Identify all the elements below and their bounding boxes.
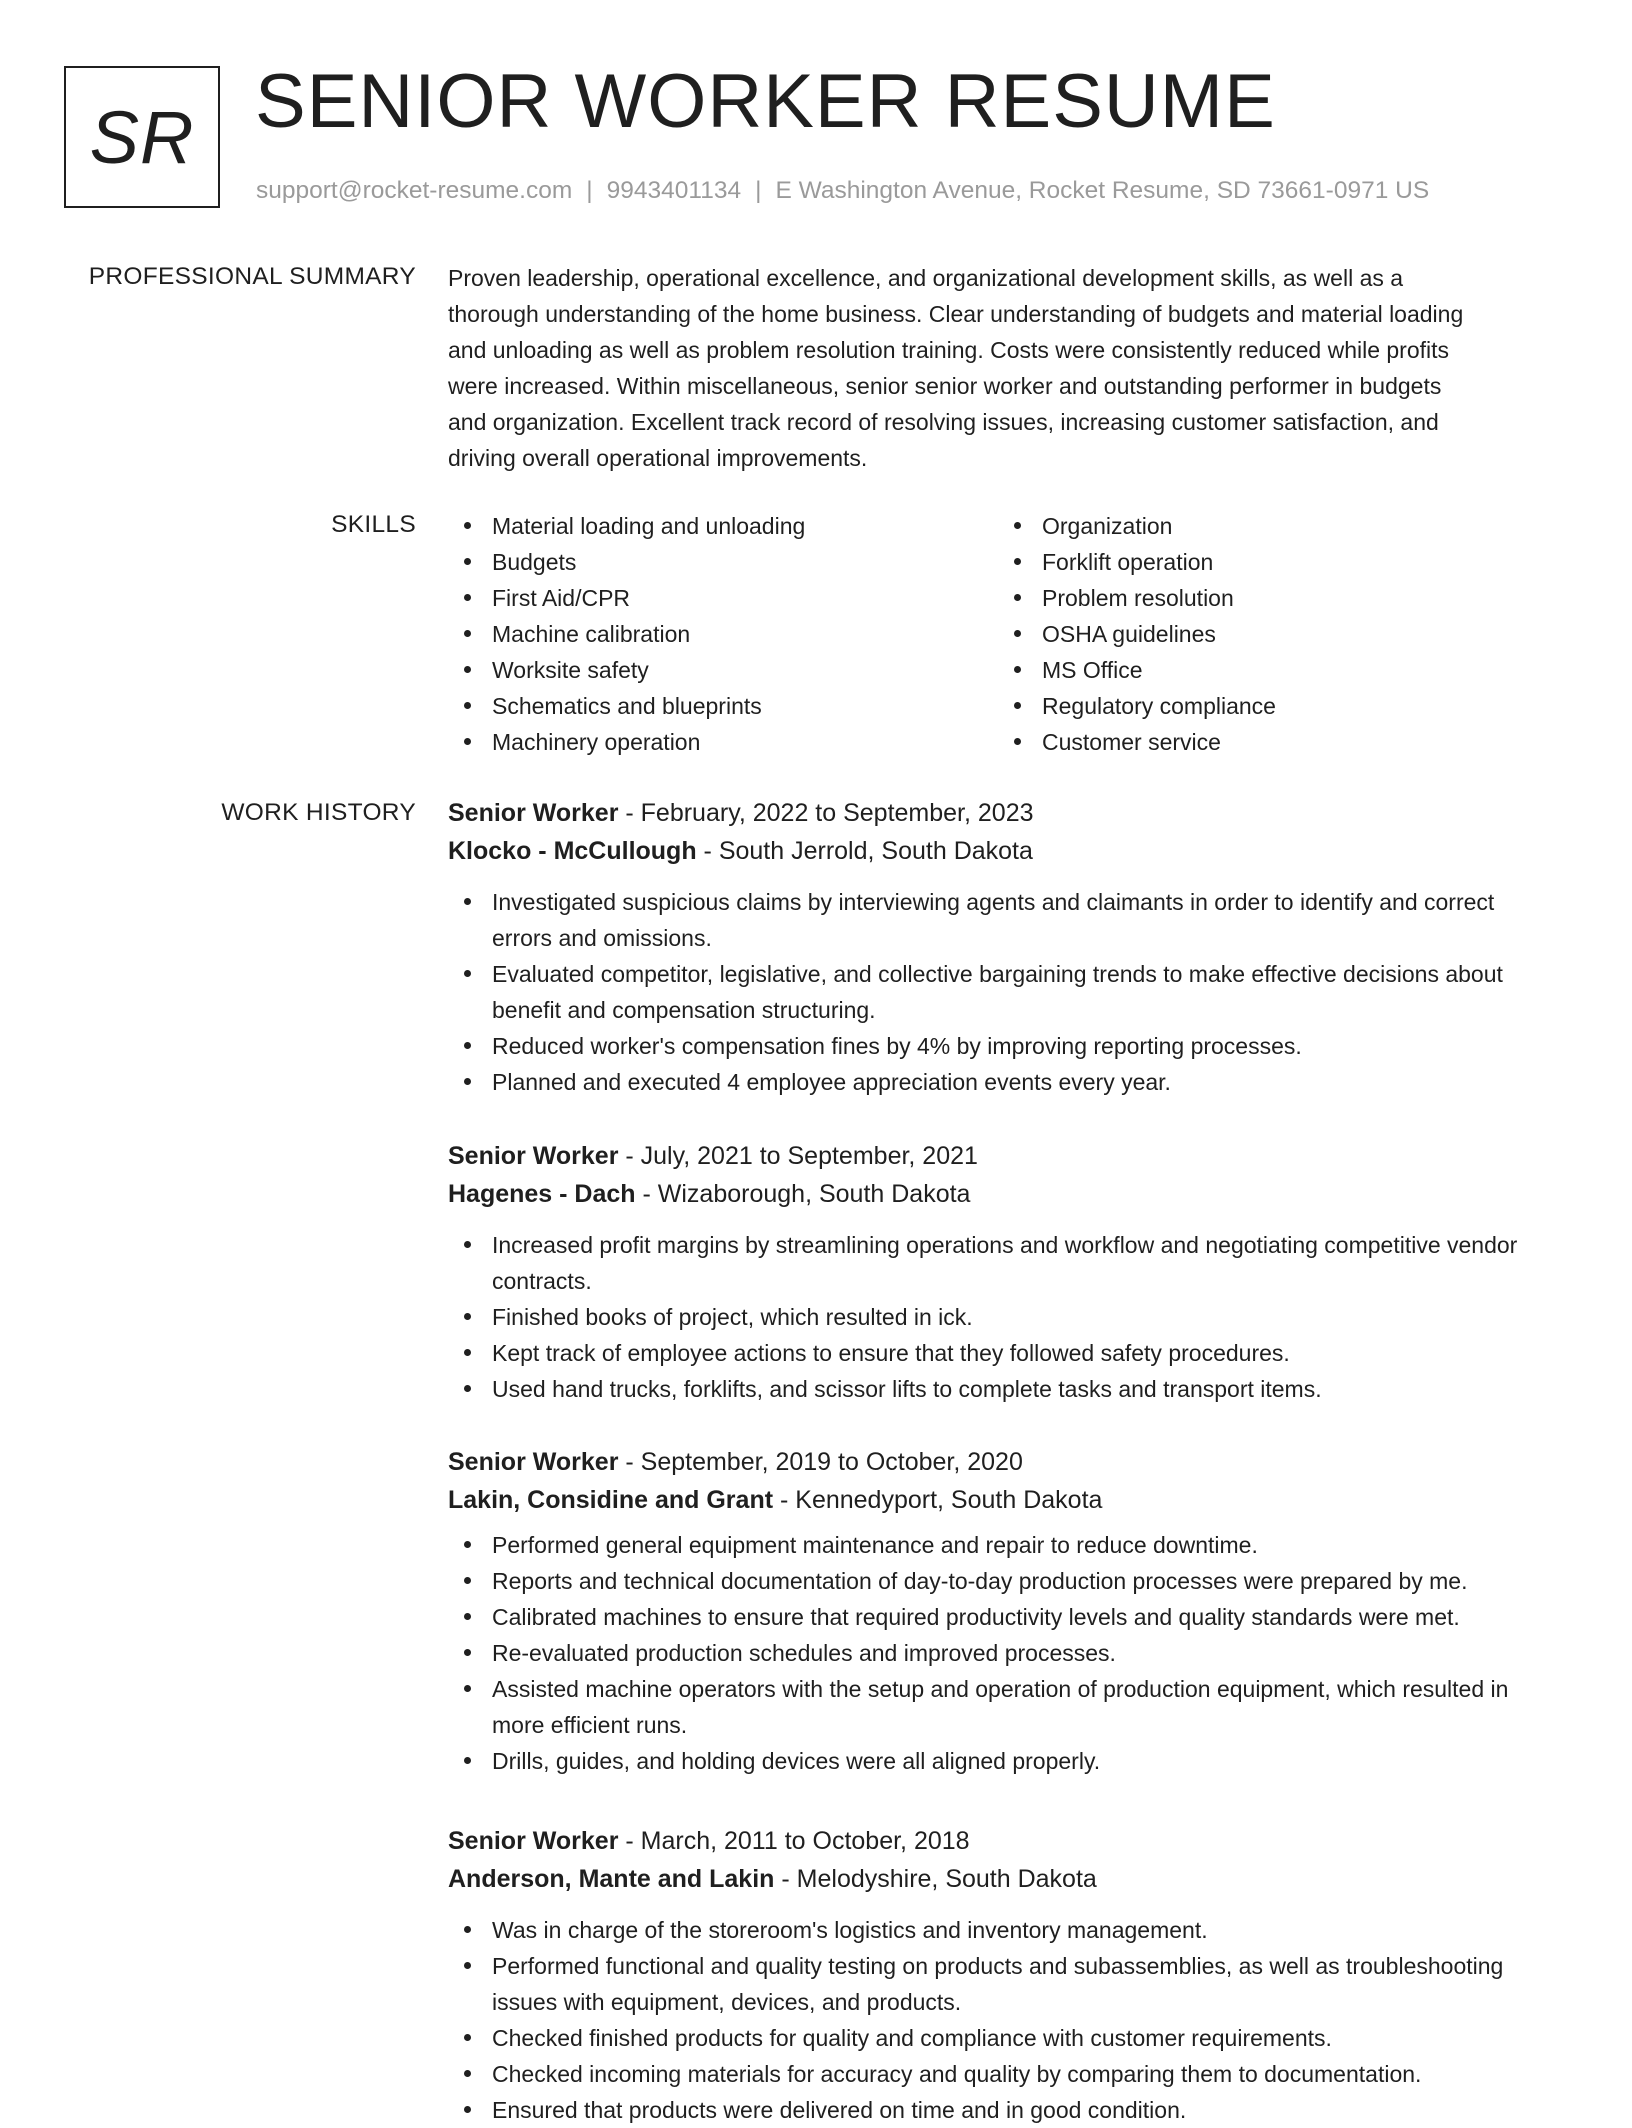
- job-title-line: [448, 1822, 1560, 1860]
- job-company: Anderson, Mante and Lakin: [448, 1865, 775, 1893]
- summary-text: [448, 260, 1560, 476]
- job-bullet: Performed functional and quality testing on products and subassemblies, as well as troubleshooting issues with equipment, devices, and products.: [448, 1948, 1560, 2020]
- skill-item: Budgets: [448, 544, 998, 580]
- section-label-skills: SKILLS: [331, 511, 416, 538]
- skill-item: Material loading and unloading: [448, 508, 998, 544]
- job-title-line: [448, 794, 1560, 832]
- skill-item: Forklift operation: [998, 544, 1548, 580]
- skill-item: Worksite safety: [448, 652, 998, 688]
- skills-list: [448, 508, 1560, 760]
- job-company: Klocko - McCullough: [448, 837, 697, 865]
- skill-item: Organization: [998, 508, 1548, 544]
- job-dates: - September, 2019 to October, 2020: [618, 1448, 1023, 1476]
- job-bullet: Performed general equipment maintenance and repair to reduce downtime.: [448, 1527, 1560, 1563]
- job-bullets: [448, 1912, 1560, 2128]
- skill-item: First Aid/CPR: [448, 580, 998, 616]
- job-bullet: Used hand trucks, forklifts, and scissor lifts to complete tasks and transport items.: [448, 1371, 1560, 1407]
- contact-separator: |: [586, 177, 593, 204]
- job-bullet: Checked incoming materials for accuracy and quality by comparing them to documentation.: [448, 2056, 1560, 2092]
- job-bullet: Investigated suspicious claims by interviewing agents and claimants in order to identify and correct errors and omissions.: [448, 884, 1560, 956]
- job-entry: [448, 1443, 1560, 1779]
- summary-line: and organization. Excellent track record of resolving issues, increasing customer satisfaction, and: [448, 409, 1439, 435]
- job-bullets: [448, 1227, 1560, 1407]
- section-label-work-history: WORK HISTORY: [221, 799, 416, 826]
- contact-separator: |: [755, 177, 762, 204]
- job-title: Senior Worker: [448, 799, 619, 827]
- job-location: - South Jerrold, South Dakota: [696, 837, 1033, 865]
- job-title: Senior Worker: [448, 1448, 619, 1476]
- section-label-summary: PROFESSIONAL SUMMARY: [88, 263, 416, 290]
- job-company-line: [448, 1175, 1560, 1213]
- job-entry: [448, 1822, 1560, 2128]
- job-company: Hagenes - Dach: [448, 1180, 636, 1208]
- job-location: - Kennedyport, South Dakota: [773, 1486, 1103, 1514]
- job-bullet: Was in charge of the storeroom's logistics and inventory management.: [448, 1912, 1560, 1948]
- job-bullet: Checked finished products for quality and compliance with customer requirements.: [448, 2020, 1560, 2056]
- job-bullet: Assisted machine operators with the setup and operation of production equipment, which resulted in more efficient runs.: [448, 1671, 1560, 1743]
- job-bullet: Increased profit margins by streamlining operations and workflow and negotiating competitive vendor contracts.: [448, 1227, 1560, 1299]
- job-dates: - March, 2011 to October, 2018: [618, 1827, 970, 1855]
- job-location: - Wizaborough, South Dakota: [635, 1180, 971, 1208]
- summary-line: and unloading as well as problem resolution training. Costs were consistently reduced while profits: [448, 337, 1450, 363]
- job-dates: - July, 2021 to September, 2021: [618, 1142, 978, 1170]
- job-location: - Melodyshire, South Dakota: [774, 1865, 1097, 1893]
- job-bullet: Reports and technical documentation of day-to-day production processes were prepared by me.: [448, 1563, 1560, 1599]
- skill-item: Customer service: [998, 724, 1548, 760]
- contact-address: E Washington Avenue, Rocket Resume, SD 73661-0971 US: [775, 177, 1430, 204]
- job-bullet: Re-evaluated production schedules and improved processes.: [448, 1635, 1560, 1671]
- contact-line: [256, 174, 1429, 208]
- job-title-line: [448, 1443, 1560, 1481]
- job-bullets: [448, 884, 1560, 1100]
- job-bullet: Calibrated machines to ensure that required productivity levels and quality standards were met.: [448, 1599, 1560, 1635]
- job-bullet: Drills, guides, and holding devices were all aligned properly.: [448, 1743, 1560, 1779]
- skill-item: Machine calibration: [448, 616, 998, 652]
- skills-column-right: [998, 508, 1548, 760]
- summary-line: were increased. Within miscellaneous, senior senior worker and outstanding performer in budgets: [448, 373, 1442, 399]
- job-company-line: [448, 1481, 1560, 1519]
- summary-line: Proven leadership, operational excellence, and organizational development skills, as well as a: [448, 265, 1404, 291]
- summary-line: driving overall operational improvements.: [448, 445, 868, 471]
- contact-email: support@rocket-resume.com: [256, 177, 573, 204]
- job-bullet: Finished books of project, which resulted in ick.: [448, 1299, 1560, 1335]
- job-dates: - February, 2022 to September, 2023: [618, 799, 1034, 827]
- job-entry: [448, 794, 1560, 1100]
- skill-item: Machinery operation: [448, 724, 998, 760]
- job-bullet: Evaluated competitor, legislative, and collective bargaining trends to make effective decisions about benefit and compensation structuring.: [448, 956, 1560, 1028]
- job-company: Lakin, Considine and Grant: [448, 1486, 774, 1514]
- job-company-line: [448, 832, 1560, 870]
- job-bullet: Reduced worker's compensation fines by 4% by improving reporting processes.: [448, 1028, 1560, 1064]
- job-bullets: [448, 1527, 1560, 1779]
- page-title: SENIOR WORKER RESUME: [255, 59, 1276, 144]
- skill-item: Regulatory compliance: [998, 688, 1548, 724]
- skill-item: Schematics and blueprints: [448, 688, 998, 724]
- summary-line: thorough understanding of the home business. Clear understanding of budgets and material loading: [448, 301, 1464, 327]
- job-bullet: Ensured that products were delivered on time and in good condition.: [448, 2092, 1560, 2128]
- monogram-logo: SR: [64, 66, 220, 208]
- skill-item: MS Office: [998, 652, 1548, 688]
- skills-column-left: [448, 508, 998, 760]
- job-entry: [448, 1137, 1560, 1407]
- job-title: Senior Worker: [448, 1142, 619, 1170]
- job-title: Senior Worker: [448, 1827, 619, 1855]
- job-bullet: Planned and executed 4 employee appreciation events every year.: [448, 1064, 1560, 1100]
- skill-item: OSHA guidelines: [998, 616, 1548, 652]
- contact-phone: 9943401134: [606, 177, 742, 204]
- job-title-line: [448, 1137, 1560, 1175]
- skill-item: Problem resolution: [998, 580, 1548, 616]
- job-bullet: Kept track of employee actions to ensure that they followed safety procedures.: [448, 1335, 1560, 1371]
- job-company-line: [448, 1860, 1560, 1898]
